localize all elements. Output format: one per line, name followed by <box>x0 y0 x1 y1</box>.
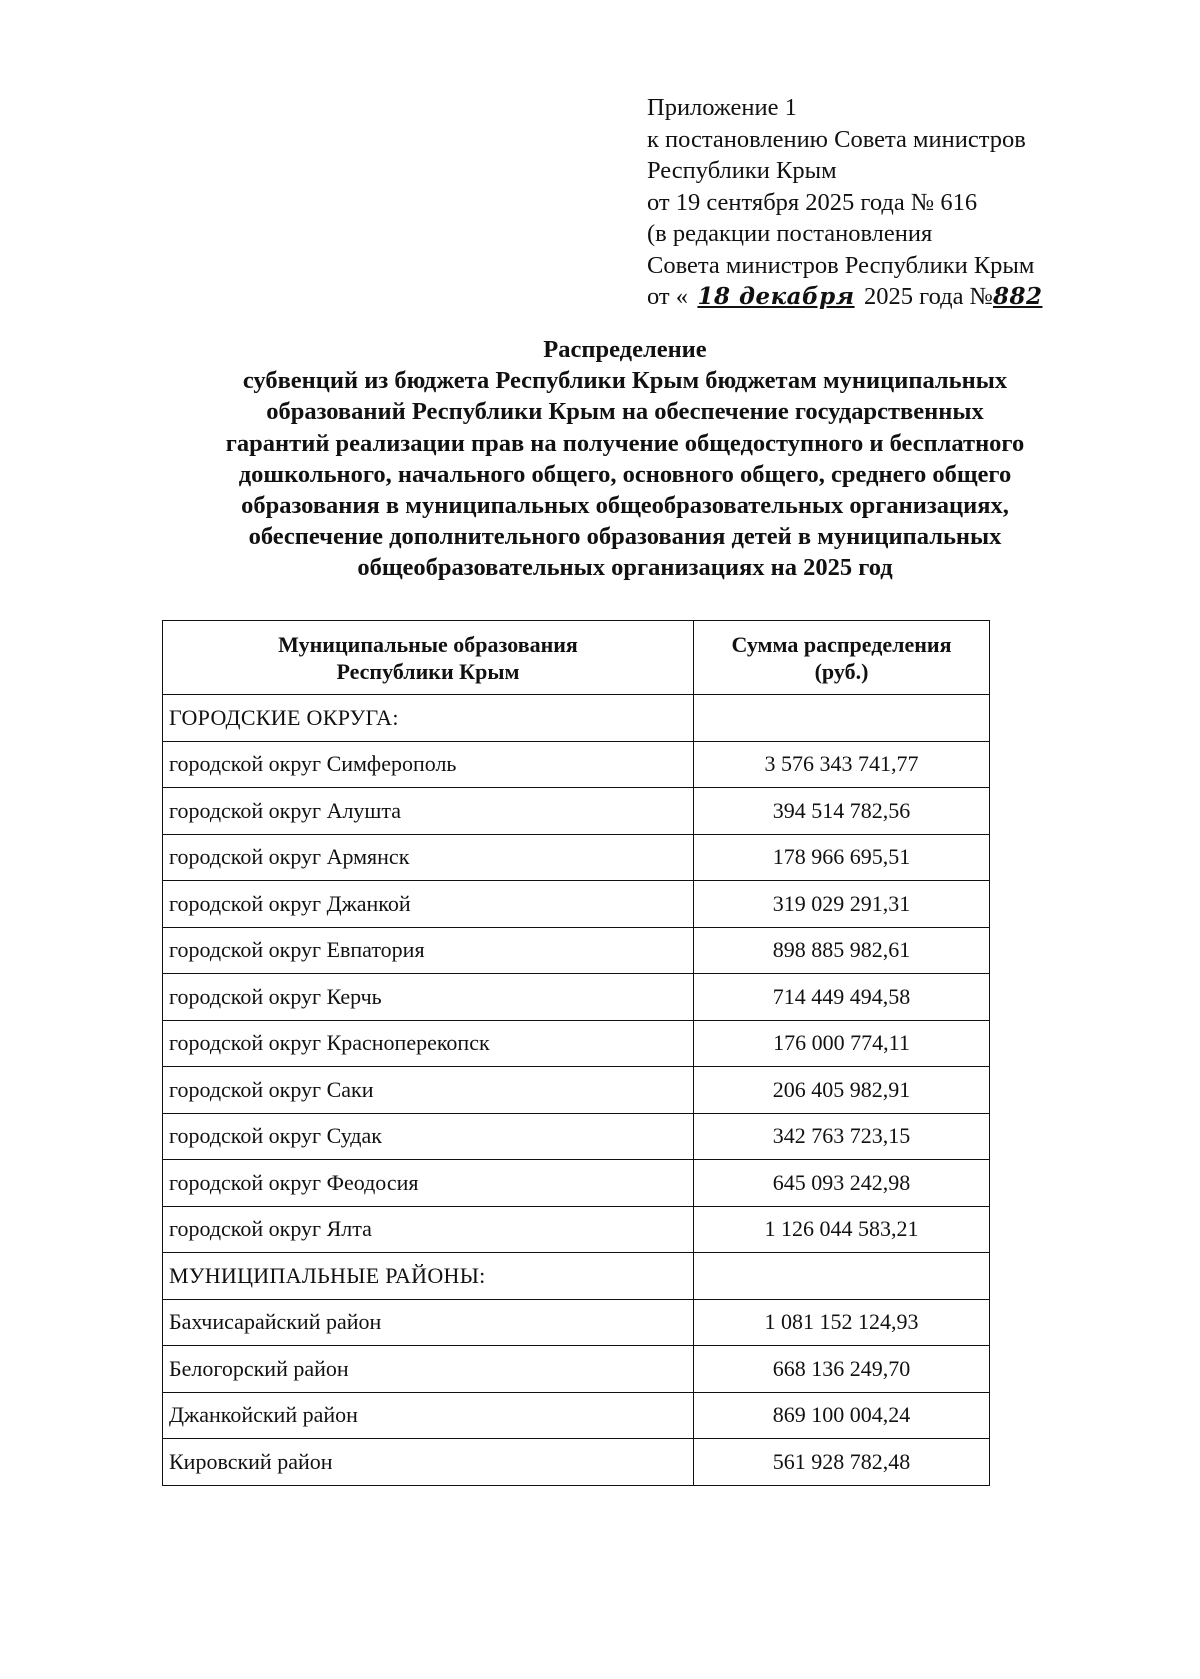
sum-cell: 3 576 343 741,77 <box>694 741 990 788</box>
header-last-middle: 2025 года № <box>864 283 993 310</box>
appendix-header <box>647 92 1117 313</box>
table-body <box>163 695 990 1486</box>
section-sum-empty <box>694 1253 990 1300</box>
title-line: образования в муниципальных общеобразовательных организациях, <box>241 492 1009 520</box>
municipality-cell: городской округ Феодосия <box>163 1160 694 1207</box>
sum-cell: 561 928 782,48 <box>694 1439 990 1486</box>
table-row <box>163 834 990 881</box>
header-last-line <box>647 281 1117 313</box>
table-row <box>163 1160 990 1207</box>
sum-cell: 714 449 494,58 <box>694 974 990 1021</box>
sum-cell: 342 763 723,15 <box>694 1113 990 1160</box>
sum-cell: 1 081 152 124,93 <box>694 1299 990 1346</box>
sum-cell: 1 126 044 583,21 <box>694 1206 990 1253</box>
sum-cell: 178 966 695,51 <box>694 834 990 881</box>
table-row <box>163 927 990 974</box>
table-row <box>163 1206 990 1253</box>
sum-cell: 898 885 982,61 <box>694 927 990 974</box>
section-label: ГОРОДСКИЕ ОКРУГА: <box>163 695 694 742</box>
sum-cell: 645 093 242,98 <box>694 1160 990 1207</box>
table-row <box>163 1439 990 1486</box>
municipality-cell: городской округ Симферополь <box>163 741 694 788</box>
header-text: Сумма распределения <box>731 631 952 657</box>
header-text: Республики Крым <box>336 658 520 684</box>
table-row <box>163 1113 990 1160</box>
header-line: Республики Крым <box>647 157 837 184</box>
column-header-municipality <box>163 621 694 695</box>
title-line: субвенций из бюджета Республики Крым бюджетам муниципальных <box>242 367 1008 395</box>
municipality-cell: городской округ Судак <box>163 1113 694 1160</box>
section-row <box>163 1253 990 1300</box>
table-header-row <box>163 621 990 695</box>
column-header-sum <box>694 621 990 695</box>
municipality-cell: Бахчисарайский район <box>163 1299 694 1346</box>
sum-cell: 869 100 004,24 <box>694 1392 990 1439</box>
municipality-cell: городской округ Алушта <box>163 788 694 835</box>
title-line: Распределение <box>543 336 707 363</box>
municipality-cell: городской округ Джанкой <box>163 881 694 928</box>
title-line: гарантий реализации прав на получение общедоступного и бесплатного <box>225 429 1025 457</box>
section-row <box>163 695 990 742</box>
municipality-cell: Джанкойский район <box>163 1392 694 1439</box>
handwritten-date: 18 декабря <box>697 283 855 310</box>
table-row <box>163 1067 990 1114</box>
header-line: к постановлению Совета министров <box>647 125 1026 153</box>
municipality-cell: городской округ Красноперекопск <box>163 1020 694 1067</box>
header-text: (руб.) <box>814 658 869 684</box>
table-row <box>163 1020 990 1067</box>
title-line: дошкольного, начального общего, основного общего, среднего общего <box>238 460 1012 488</box>
table-row <box>163 741 990 788</box>
municipality-cell: городской округ Евпатория <box>163 927 694 974</box>
municipality-cell: городской округ Армянск <box>163 834 694 881</box>
header-line: (в редакции постановления <box>647 220 933 247</box>
title-line: общеобразовательных организациях на 2025 год <box>357 554 893 582</box>
municipality-cell: городской округ Саки <box>163 1067 694 1114</box>
header-line: Приложение 1 <box>647 94 797 121</box>
table-row <box>163 1299 990 1346</box>
municipality-cell: городской округ Керчь <box>163 974 694 1021</box>
sum-cell: 206 405 982,91 <box>694 1067 990 1114</box>
sum-cell: 176 000 774,11 <box>694 1020 990 1067</box>
sum-cell: 319 029 291,31 <box>694 881 990 928</box>
header-line: Совета министров Республики Крым <box>647 251 1035 279</box>
header-text: Муниципальные образования <box>278 631 578 657</box>
table-row <box>163 1346 990 1393</box>
municipality-cell: Кировский район <box>163 1439 694 1486</box>
section-label: МУНИЦИПАЛЬНЫЕ РАЙОНЫ: <box>163 1253 694 1300</box>
sum-cell: 394 514 782,56 <box>694 788 990 835</box>
table-row <box>163 881 990 928</box>
municipality-cell: городской округ Ялта <box>163 1206 694 1253</box>
table-row <box>163 788 990 835</box>
title-line: обеспечение дополнительного образования детей в муниципальных <box>248 523 1002 551</box>
title-line: образований Республики Крым на обеспечение государственных <box>266 398 984 426</box>
header-last-prefix: от « <box>647 283 689 310</box>
document-title <box>150 334 1100 584</box>
header-line: от 19 сентября 2025 года № 616 <box>647 188 978 216</box>
distribution-table <box>162 620 990 1486</box>
section-sum-empty <box>694 695 990 742</box>
sum-cell: 668 136 249,70 <box>694 1346 990 1393</box>
table-row <box>163 1392 990 1439</box>
handwritten-number: 882 <box>992 283 1043 310</box>
municipality-cell: Белогорский район <box>163 1346 694 1393</box>
table-row <box>163 974 990 1021</box>
